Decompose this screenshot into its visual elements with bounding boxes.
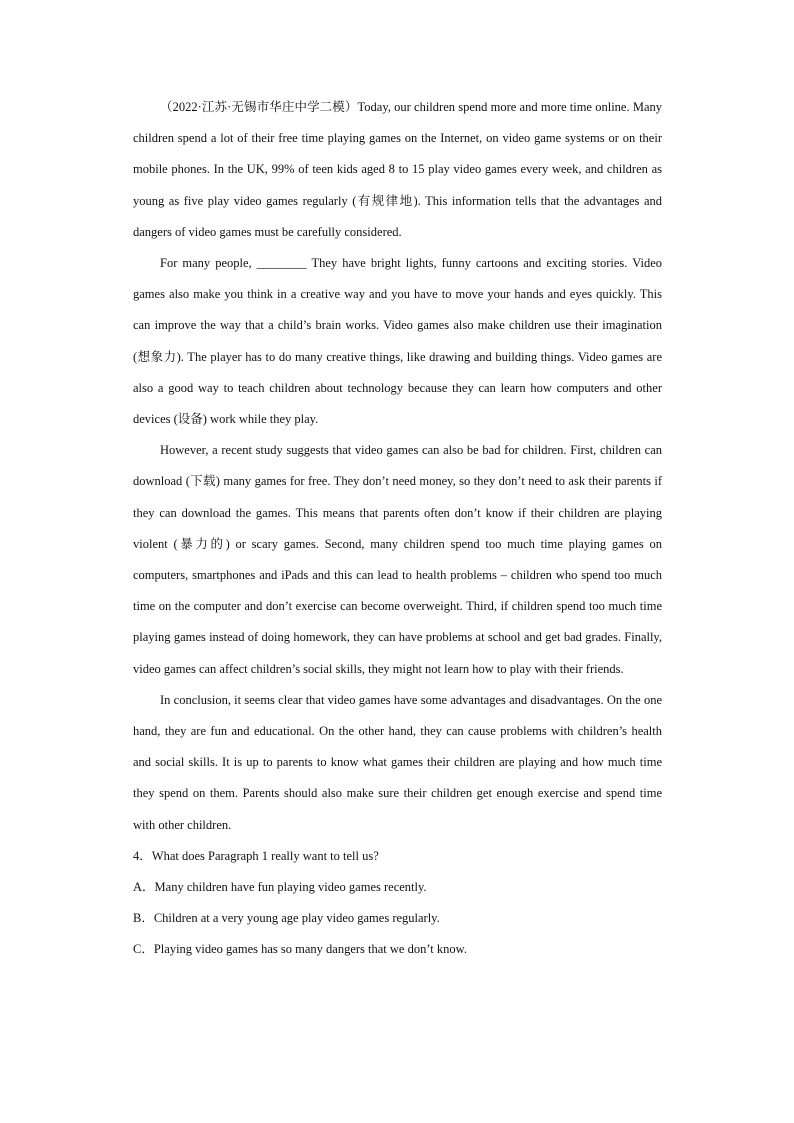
option-a — [133, 872, 662, 903]
option-letter: C． — [133, 942, 154, 957]
option-letter: A． — [133, 880, 155, 895]
option-c — [133, 934, 662, 965]
passage-paragraph-1: （2022·江苏·无锡市华庄中学二模）Today, our children spend more and more time online. Many children spend a lot of their free time playing games on the Internet, on video game systems or on their mobile phones. In the UK, 99% of teen kids aged 8 to 15 play video games every week, and children as young as five play video games regularly (有规律地). This information tells that the advantages and dangers of video games must be carefully considered. — [133, 100, 662, 239]
passage-paragraph-3: However, a recent study suggests that video games can also be bad for children. First, children can download (下载) many games for free. They don’t need money, so they don’t need to ask their parents if they can download the games. This means that parents often don’t know if their children are playing violent (暴力的) or scary games. Second, many children spend too much time playing games on computers, smartphones and iPads and this can lead to health problems – children who spend too much time on the computer and don’t exercise can become overweight. Third, if children spend too much time playing games instead of doing homework, they can have problems at school and get bad grades. Finally, video games can affect children’s social skills, they might not learn how to play with their friends. — [133, 443, 662, 676]
question-stem — [133, 841, 662, 872]
question-number: 4． — [133, 848, 152, 863]
option-b — [133, 903, 662, 934]
passage-paragraph-4: In conclusion, it seems clear that video games have some advantages and disadvantages. On the one hand, they are fun and educational. On the other hand, they can cause problems with children’s health and social skills. It is up to parents to know what games their children are playing and how much time they spend on them. Parents should also make sure their children get enough exercise and spend time with other children. — [133, 692, 662, 832]
passage-paragraph-2: For many people, ________ They have bright lights, funny cartoons and exciting stories. Video games also make you think in a creative way and you have to move your hands and eyes quickly. This can improve the way that a child’s brain works. Video games also make children use their imagination (想象力). The player has to do many creative things, like drawing and building things. Video games are also a good way to teach children about technology because they can learn how computers and other devices (设备) work while they play. — [133, 256, 662, 427]
option-text: Many children have fun playing video games recently. — [154, 880, 427, 895]
option-text: Children at a very young age play video games regularly. — [153, 911, 440, 926]
question-text: What does Paragraph 1 really want to tell us? — [151, 848, 379, 863]
option-text: Playing video games has so many dangers that we don’t know. — [153, 942, 467, 957]
option-letter: B． — [133, 911, 154, 926]
